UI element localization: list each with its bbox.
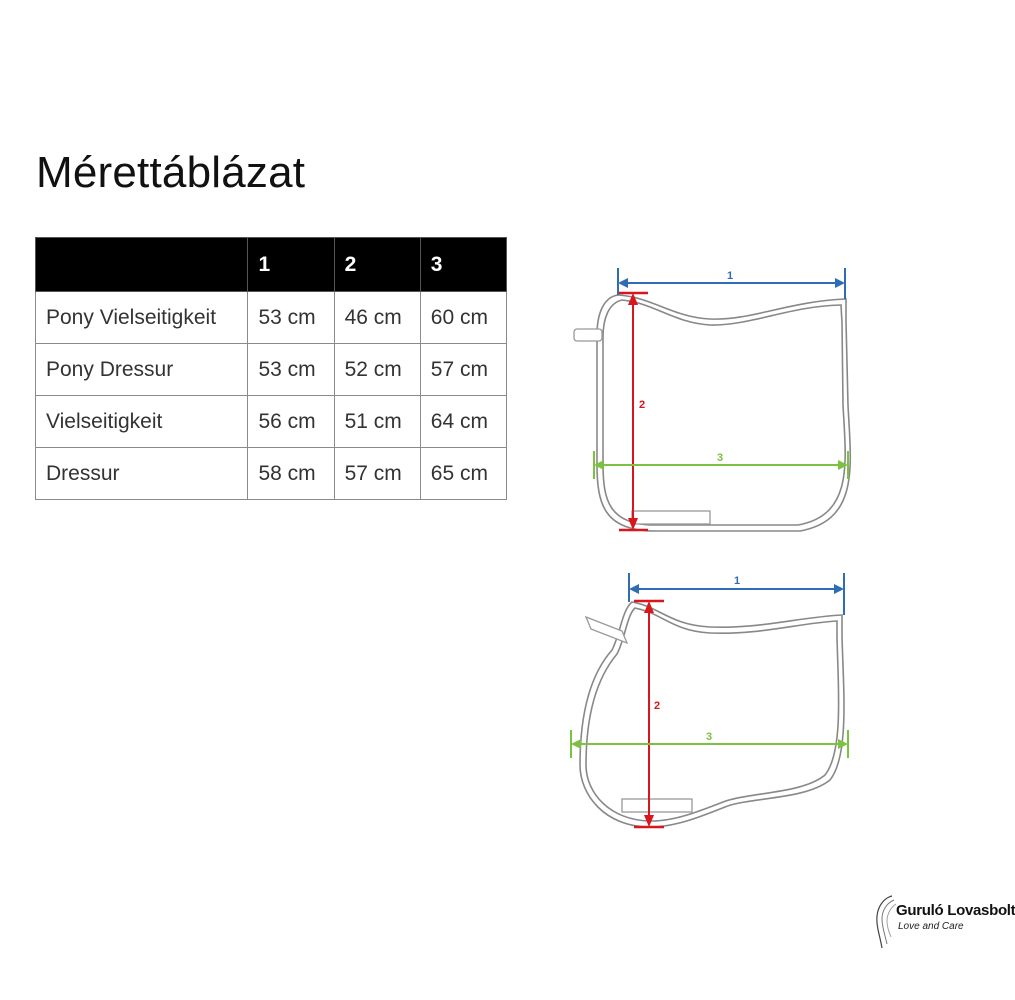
saddle-pad-diagram-top [560, 255, 870, 545]
measure-2-label: 2 [638, 399, 646, 411]
measure-3-label: 3 [716, 452, 724, 464]
table-row [36, 396, 507, 448]
girth-strap [632, 511, 710, 524]
cell-measure-2: 57 cm [334, 448, 420, 500]
strap-loop [574, 329, 602, 341]
measure-1-label: 1 [726, 270, 734, 282]
cell-measure-2: 52 cm [334, 344, 420, 396]
measure-1-label: 1 [733, 575, 741, 587]
page-title: Mérettáblázat [36, 148, 306, 197]
cell-measure-1: 58 cm [248, 448, 334, 500]
table-row [36, 344, 507, 396]
table-row [36, 292, 507, 344]
measure-2-arrow [634, 601, 664, 827]
table-header-row [36, 238, 507, 292]
cell-measure-1: 53 cm [248, 292, 334, 344]
header-empty [36, 238, 248, 292]
cell-measure-3: 57 cm [420, 344, 506, 396]
cell-measure-1: 53 cm [248, 344, 334, 396]
row-label: Pony Dressur [36, 344, 248, 396]
size-table [35, 237, 507, 500]
header-measure-3: 3 [420, 238, 506, 292]
row-label: Pony Vielseitigkeit [36, 292, 248, 344]
horse-head-icon [872, 894, 898, 954]
header-measure-2: 2 [334, 238, 420, 292]
table-row [36, 448, 507, 500]
brand-name: Guruló Lovasbolt [896, 902, 1015, 919]
girth-strap [622, 799, 692, 812]
measure-2-arrow [619, 293, 648, 530]
saddle-pad-diagram-bottom [560, 565, 870, 845]
measure-3-label: 3 [705, 731, 713, 743]
row-label: Vielseitigkeit [36, 396, 248, 448]
cell-measure-3: 60 cm [420, 292, 506, 344]
cell-measure-2: 46 cm [334, 292, 420, 344]
brand-logo [872, 894, 1015, 956]
header-measure-1: 1 [248, 238, 334, 292]
pad-outline [597, 295, 850, 531]
cell-measure-1: 56 cm [248, 396, 334, 448]
row-label: Dressur [36, 448, 248, 500]
cell-measure-3: 64 cm [420, 396, 506, 448]
brand-tagline: Love and Care [898, 921, 964, 932]
strap-loop [586, 617, 627, 643]
cell-measure-2: 51 cm [334, 396, 420, 448]
cell-measure-3: 65 cm [420, 448, 506, 500]
measure-2-label: 2 [653, 700, 661, 712]
